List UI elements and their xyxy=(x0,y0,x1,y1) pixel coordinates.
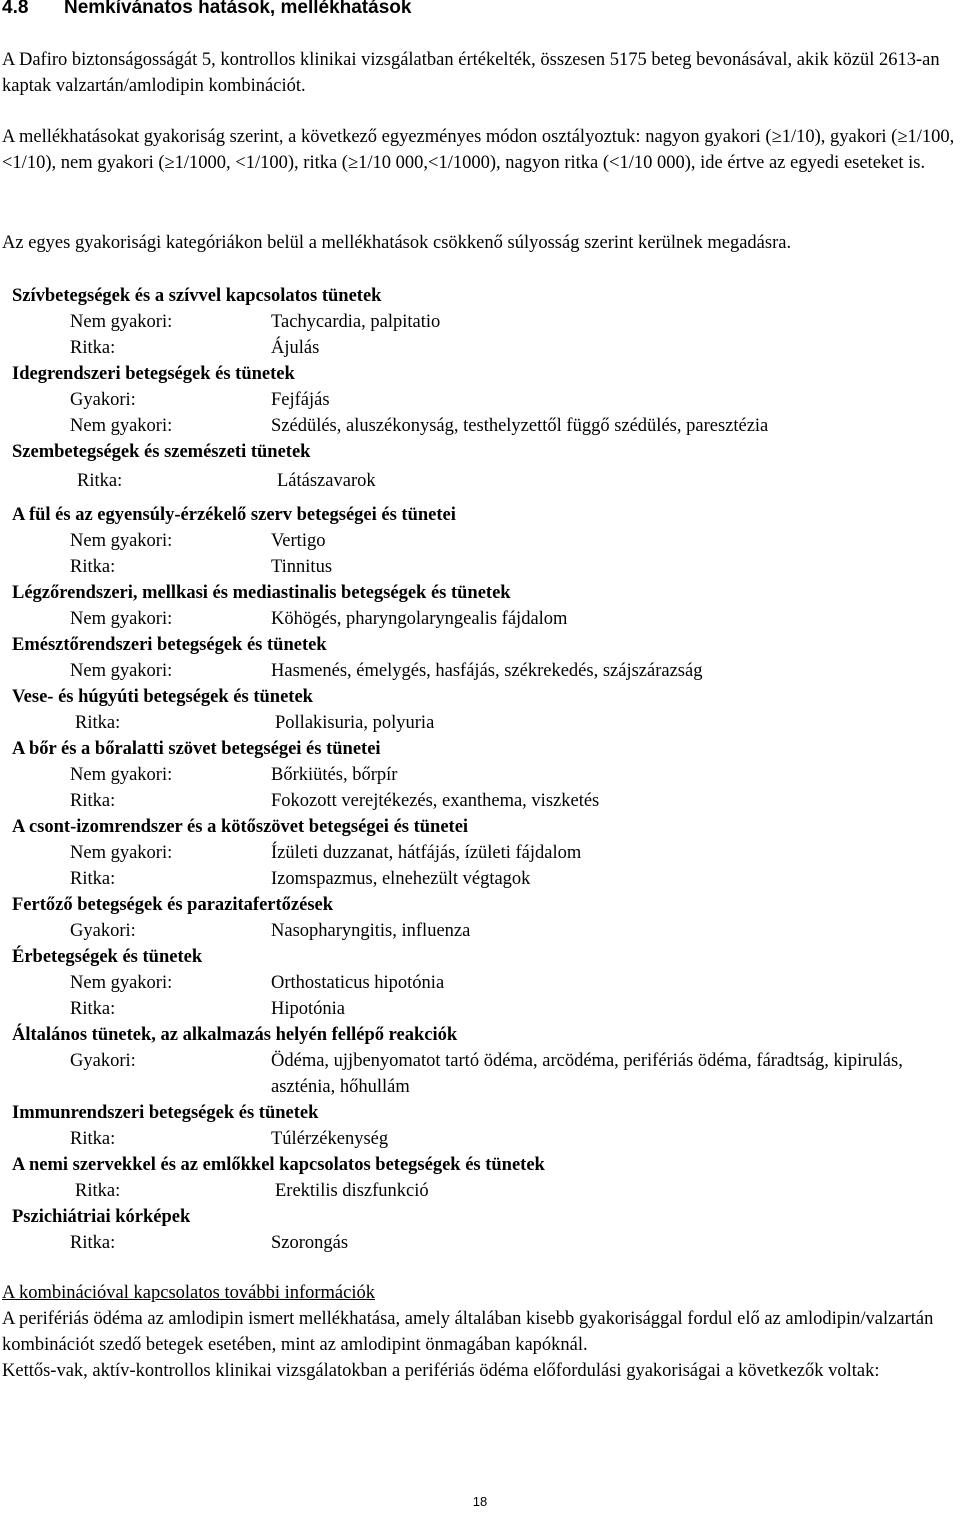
reaction-row xyxy=(12,413,956,439)
frequency-label: Gyakori: xyxy=(70,1051,136,1071)
soc-renal-urinary xyxy=(12,684,956,736)
soc-title: Immunrendszeri betegségek és tünetek xyxy=(12,1103,319,1123)
reaction-text: Nasopharyngitis, influenza xyxy=(271,921,471,941)
frequency-label: Ritka: xyxy=(77,471,123,491)
reaction-text: Orthostaticus hipotónia xyxy=(271,973,445,993)
reaction-text: Szorongás xyxy=(271,1233,349,1253)
combination-info-text-2: Kettős-vak, aktív-kontrollos klinikai vizsgálatokban a perifériás ödéma előfordulási gyakoriságai a következők voltak: xyxy=(2,1361,880,1381)
reaction-text: Ájulás xyxy=(271,338,320,358)
reaction-text: Hasmenés, émelygés, hasfájás, székrekedés, szájszárazság xyxy=(271,661,703,681)
reaction-row xyxy=(12,1230,956,1256)
reaction-row xyxy=(12,606,956,632)
reaction-row xyxy=(12,840,956,866)
reaction-text: Ödéma, ujjbenyomatot tartó ödéma, arcödéma, perifériás ödéma, fáradtság, kipirulás, aszténia, hőhullám xyxy=(271,1051,903,1097)
soc-cardiac xyxy=(12,283,956,361)
soc-eye xyxy=(12,439,956,494)
reaction-row xyxy=(12,335,956,361)
soc-general-disorders xyxy=(12,1022,956,1100)
soc-vascular xyxy=(12,944,956,1022)
frequency-label: Gyakori: xyxy=(70,921,136,941)
soc-title: A nemi szervekkel és az emlőkkel kapcsolatos betegségek és tünetek xyxy=(12,1155,545,1175)
frequency-label: Ritka: xyxy=(70,557,116,577)
soc-title: Idegrendszeri betegségek és tünetek xyxy=(12,364,295,384)
reaction-row xyxy=(12,918,956,944)
soc-title: A fül és az egyensúly-érzékelő szerv betegségei és tünetei xyxy=(12,505,456,525)
reaction-text: Vertigo xyxy=(271,531,326,551)
frequency-convention-paragraph: A mellékhatásokat gyakoriság szerint, a következő egyezményes módon osztályoztuk: nagyon gyakori (≥1/10), gyakori (≥1/100, <1/10), nem gyakori (≥1/1000, <1/100), ritka (≥1/10 000,<1/1000), nagyon ritka (<1/10 000), ide értve az egyedi eseteket is. xyxy=(2,127,955,173)
reaction-row xyxy=(12,554,956,580)
reaction-text: Erektilis diszfunkció xyxy=(275,1181,429,1201)
reaction-row xyxy=(12,1126,956,1152)
soc-title: Pszichiátriai kórképek xyxy=(12,1207,191,1227)
page-number: 18 xyxy=(472,1494,488,1509)
reaction-row xyxy=(12,658,956,684)
frequency-label: Nem gyakori: xyxy=(70,661,173,681)
reaction-row xyxy=(12,387,956,413)
reaction-text: Fejfájás xyxy=(271,390,330,410)
frequency-label: Nem gyakori: xyxy=(70,531,173,551)
frequency-label: Nem gyakori: xyxy=(70,765,173,785)
soc-title: Vese- és húgyúti betegségek és tünetek xyxy=(12,687,313,707)
frequency-label: Ritka: xyxy=(70,1129,116,1149)
frequency-label: Gyakori: xyxy=(70,390,136,410)
combination-info-section xyxy=(2,1280,956,1384)
reaction-text: Tachycardia, palpitatio xyxy=(271,312,441,332)
soc-reproductive xyxy=(12,1152,956,1204)
frequency-label: Ritka: xyxy=(70,791,116,811)
reaction-row xyxy=(12,528,956,554)
frequency-label: Ritka: xyxy=(70,338,116,358)
soc-title: Szívbetegségek és a szívvel kapcsolatos tünetek xyxy=(12,286,382,306)
soc-respiratory xyxy=(12,580,956,632)
soc-title: Általános tünetek, az alkalmazás helyén fellépő reakciók xyxy=(12,1025,458,1045)
reaction-text: Köhögés, pharyngolaryngealis fájdalom xyxy=(271,609,568,629)
reaction-text: Fokozott verejtékezés, exanthema, viszketés xyxy=(271,791,600,811)
section-title: Nemkívánatos hatások, mellékhatások xyxy=(64,0,412,18)
reaction-text: Szédülés, aluszékonyság, testhelyzettől függő szédülés, paresztézia xyxy=(271,416,769,436)
soc-title: Fertőző betegségek és parazitafertőzések xyxy=(12,895,334,915)
soc-immune-system xyxy=(12,1100,956,1152)
frequency-label: Nem gyakori: xyxy=(70,312,173,332)
reaction-text: Bőrkiütés, bőrpír xyxy=(271,765,398,785)
reaction-text: Pollakisuria, polyuria xyxy=(275,713,435,733)
frequency-label: Ritka: xyxy=(75,1181,121,1201)
reaction-row xyxy=(12,1048,956,1100)
reaction-row xyxy=(12,970,956,996)
soc-skin xyxy=(12,736,956,814)
combination-info-title: A kombinációval kapcsolatos további információk xyxy=(2,1283,375,1303)
reaction-row xyxy=(12,1178,956,1204)
reaction-row xyxy=(12,309,956,335)
frequency-label: Nem gyakori: xyxy=(70,416,173,436)
soc-title: Szembetegségek és szemészeti tünetek xyxy=(12,442,311,462)
reaction-text: Tinnitus xyxy=(271,557,333,577)
combination-info-text-1: A perifériás ödéma az amlodipin ismert mellékhatása, amely általában kisebb gyakorisággal fordul elő az amlodipin/valzartán kombinációt szedő betegek esetében, mint az amlodipint önmagában kapóknál. xyxy=(2,1309,934,1355)
soc-title: A bőr és a bőralatti szövet betegségei és tünetei xyxy=(12,739,381,759)
soc-title: Érbetegségek és tünetek xyxy=(12,947,203,967)
reaction-row xyxy=(12,788,956,814)
soc-psychiatric xyxy=(12,1204,956,1256)
frequency-label: Ritka: xyxy=(70,1233,116,1253)
reaction-text: Ízületi duzzanat, hátfájás, ízületi fájdalom xyxy=(271,843,582,863)
severity-order-paragraph: Az egyes gyakorisági kategóriákon belül a mellékhatások csökkenő súlyosság szerint kerülnek megadásra. xyxy=(2,233,792,253)
soc-title: A csont-izomrendszer és a kötőszövet betegségei és tünetei xyxy=(12,817,469,837)
reaction-text: Izomspazmus, elnehezült végtagok xyxy=(271,869,531,889)
adverse-reactions-list xyxy=(12,283,956,1256)
reaction-row xyxy=(12,762,956,788)
reaction-text: Hipotónia xyxy=(271,999,345,1019)
frequency-label: Ritka: xyxy=(70,999,116,1019)
soc-gastrointestinal xyxy=(12,632,956,684)
frequency-label: Nem gyakori: xyxy=(70,843,173,863)
soc-ear xyxy=(12,502,956,580)
frequency-label: Nem gyakori: xyxy=(70,973,173,993)
soc-nervous-system xyxy=(12,361,956,439)
reaction-text: Túlérzékenység xyxy=(271,1129,389,1149)
frequency-label: Nem gyakori: xyxy=(70,609,173,629)
reaction-row xyxy=(12,710,956,736)
soc-infections xyxy=(12,892,956,944)
reaction-row xyxy=(12,866,956,892)
reaction-row xyxy=(12,996,956,1022)
section-number: 4.8 xyxy=(2,0,29,18)
frequency-label: Ritka: xyxy=(70,869,116,889)
frequency-label: Ritka: xyxy=(75,713,121,733)
section-heading xyxy=(2,0,411,21)
soc-musculoskeletal xyxy=(12,814,956,892)
reaction-text: Látászavarok xyxy=(277,471,376,491)
reaction-row xyxy=(12,468,956,494)
soc-title: Emésztőrendszeri betegségek és tünetek xyxy=(12,635,327,655)
safety-intro-paragraph: A Dafiro biztonságosságát 5, kontrollos klinikai vizsgálatban értékelték, összesen 5175 beteg bevonásával, akik közül 2613-an kaptak valzartán/amlodipin kombinációt. xyxy=(2,50,940,96)
soc-title: Légzőrendszeri, mellkasi és mediastinalis betegségek és tünetek xyxy=(12,583,511,603)
